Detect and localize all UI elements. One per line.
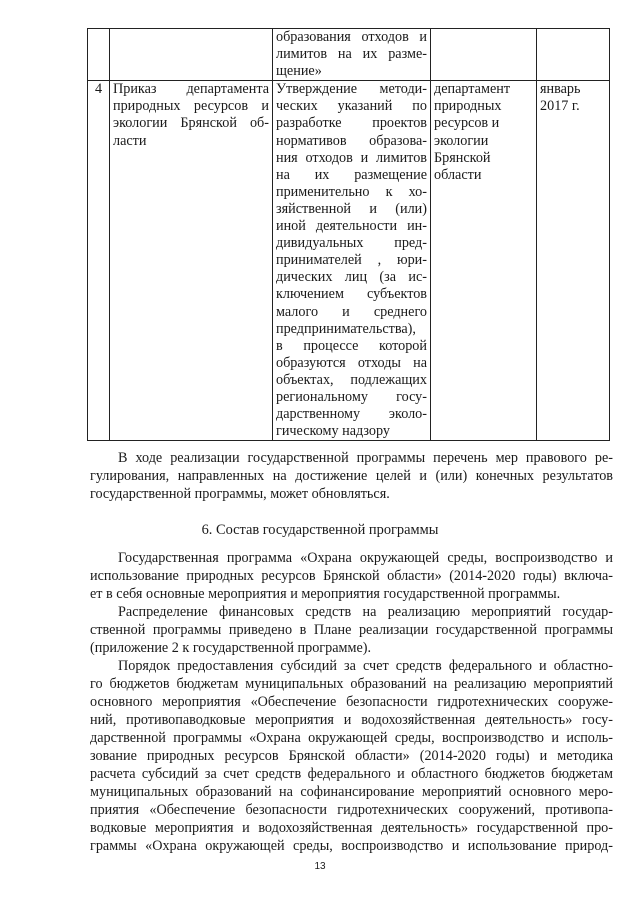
text-line: ственной программы приведено в Плане реализации государственной программы [90,622,613,638]
text-line: дарственной программы «Охрана окружающей среды, воспроизводство и исполь- [90,730,613,746]
cell-executor-empty [431,29,537,81]
text-line: ет в себя основные мероприятия и мероприятия государственной программы. [90,586,561,602]
cell-line: дарственному эколо- [276,406,427,423]
cell-act-type [110,81,273,441]
cell-line: применительно к хо- [276,183,427,200]
cell-line: Брянской [434,149,491,166]
text-line: расчета субсидий за счет средств федерального и областного бюджетов бюджетам [90,766,613,782]
cell-line: экологии [434,132,489,149]
cell-content-continued [273,29,431,81]
cell-line: январь [540,81,581,98]
cell-line: образования отходов и [276,29,427,45]
text-line: Порядок предоставления субсидий за счет средств федерального и областно- [118,658,613,674]
cell-line: в процессе которой [276,337,427,354]
cell-line: ключением субъектов [276,286,427,303]
page-number: 13 [314,861,326,872]
cell-line: Приказ департамента [113,81,269,98]
cell-line: 2017 г. [540,98,580,115]
paragraph-program-composition [90,549,613,603]
paragraph-regulation-update [90,449,613,503]
cell-line: щение» [276,63,322,80]
cell-line: департамент [434,81,511,98]
table-row-continued [88,29,610,81]
cell-act-content [273,81,431,441]
text-line: Государственная программа «Охрана окружающей среды, воспроизводство и [118,550,613,566]
text-line: ний, противопаводковые мероприятия и водохозяйственная деятельность» госу- [90,712,613,728]
text-line: приятия «Обеспечение безопасности гидротехнических сооружений, противопа- [90,802,613,818]
cell-line: нормативов образова- [276,132,427,149]
cell-row-number: 4 [88,81,110,441]
cell-line: принимателей , юри- [276,252,427,269]
cell-act-empty [110,29,273,81]
cell-line: малого и среднего [276,303,427,320]
cell-line: дивидуальных пред- [276,235,427,252]
table-row-4 [88,81,610,441]
cell-line: природных [434,98,502,115]
cell-line: Утверждение методи- [276,81,427,98]
cell-line: гическому надзору [276,423,391,440]
text-line: зование природных ресурсов Брянской области» (2014-2020 годы) и методика [90,748,613,764]
text-line: Распределение финансовых средств на реализацию мероприятий государ- [118,604,613,620]
text-line: использование природных ресурсов Брянской области» (2014-2020 годы) включа- [90,568,613,584]
cell-date-empty [537,29,610,81]
cell-line: зяйственной и (или) [276,200,427,217]
paragraph-subsidy-procedure [90,657,613,855]
cell-line: ласти [113,132,147,149]
text-line: го бюджетов бюджетам муниципальных образований на реализацию мероприятий [90,676,613,692]
cell-deadline [537,81,610,441]
cell-line: дических лиц (за ис- [276,269,427,286]
cell-executor [431,81,537,441]
paragraph-funding-distribution [90,603,613,657]
cell-line: региональному госу- [276,388,427,405]
cell-line: разработке проектов [276,115,427,132]
text-line: основного мероприятия «Обеспечение безопасности гидротехнических сооруже- [90,694,613,710]
cell-line: на их размещение [276,166,427,183]
text-line: государственной программы, может обновляться. [90,486,390,502]
cell-line: области [434,166,482,183]
cell-line: экологии Брянской об- [113,115,269,132]
cell-num-empty [88,29,110,81]
text-line: В ходе реализации государственной программы перечень мер правового ре- [118,450,613,466]
measures-table [87,28,610,441]
cell-line: ресурсов и [434,115,500,132]
cell-line: предпринимательства), [276,320,416,337]
text-line: водковые мероприятия и водохозяйственная деятельность» государственной про- [90,820,613,836]
cell-line: объектах, подлежащих [276,371,427,388]
cell-line: иной деятельности ин- [276,218,427,235]
cell-line: ческих указаний по [276,98,427,115]
section-heading: 6. Состав государственной программы [201,522,439,538]
cell-line: образуются отходы на [276,354,427,371]
cell-line: лимитов на их разме- [276,46,427,63]
text-line: гулирования, направленных на достижение целей и (или) конечных результатов [90,468,613,484]
text-line: граммы «Охрана окружающей среды, воспроизводство и использование природ- [90,838,613,854]
cell-line: природных ресурсов и [113,98,269,115]
text-line: муниципальных образований на софинансирование мероприятий основного меро- [90,784,613,800]
text-line: (приложение 2 к государственной программе). [90,640,372,656]
cell-line: ния отходов и лимитов [276,149,427,166]
